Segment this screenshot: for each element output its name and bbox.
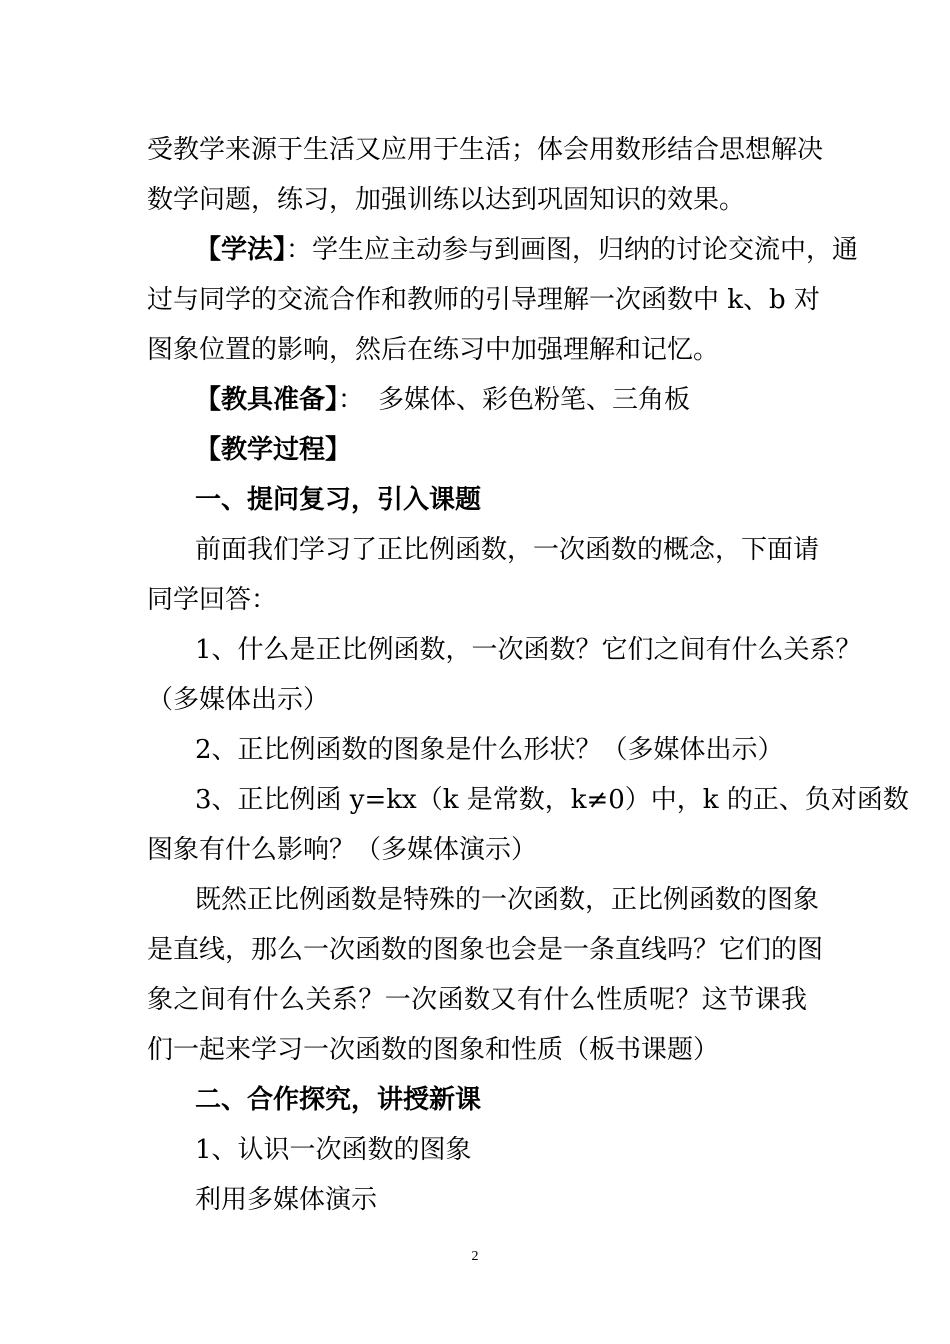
jiaoju-text: 多媒体、彩色粉笔、三角板: [378, 385, 691, 415]
paragraph-line: 利用多媒体演示: [195, 1185, 378, 1215]
question-line: 2、正比例函数的图象是什么形状？（多媒体出示）: [195, 735, 784, 765]
paragraph-line: 数学问题，练习，加强训练以达到巩固知识的效果。: [147, 185, 746, 215]
jiaoju-label: 【教具准备】: [195, 385, 339, 415]
question-line: 3、正比例函 y=kx（k 是常数，k≠0）中，k 的正、负对函数: [195, 785, 909, 815]
paragraph-line: 过与同学的交流合作和教师的引导理解一次函数中 k、b 对: [147, 285, 820, 315]
paragraph-line: 是直线，那么一次函数的图象也会是一条直线吗？它们的图: [147, 935, 824, 965]
question-line: 1、什么是正比例函数，一次函数？它们之间有什么关系？: [195, 635, 862, 665]
paragraph-line: 们一起来学习一次函数的图象和性质（板书课题）: [147, 1035, 720, 1065]
jiaoju-line: [195, 383, 807, 417]
paragraph-line: 既然正比例函数是特殊的一次函数，正比例函数的图象: [195, 885, 820, 915]
paragraph-line: 受教学来源于生活又应用于生活；体会用数形结合思想解决: [147, 135, 824, 165]
page-number: 2: [471, 1249, 479, 1264]
xuefa-separator: ：: [286, 235, 313, 265]
question-line: （多媒体出示）: [147, 685, 330, 715]
jiaoju-separator: ：: [338, 385, 365, 415]
paragraph-line: 同学回答：: [147, 585, 278, 615]
paragraph-line: 前面我们学习了正比例函数，一次函数的概念，下面请: [195, 535, 820, 565]
question-line: 图象有什么影响？（多媒体演示）: [147, 835, 538, 865]
paragraph-line: 象之间有什么关系？一次函数又有什么性质呢？这节课我: [147, 985, 807, 1015]
xuefa-label: 【学法】: [195, 235, 287, 265]
xuefa-text: 学生应主动参与到画图，归纳的讨论交流中，通: [312, 235, 859, 265]
xuefa-line: [195, 233, 859, 267]
section-heading-two: 二、合作探究，讲授新课: [195, 1085, 482, 1115]
subheading-line: 1、认识一次函数的图象: [195, 1135, 472, 1165]
paragraph-line: 图象位置的影响，然后在练习中加强理解和记忆。: [147, 335, 720, 365]
section-heading-one: 一、提问复习，引入课题: [195, 485, 482, 515]
section-heading-process: 【教学过程】: [195, 435, 352, 465]
